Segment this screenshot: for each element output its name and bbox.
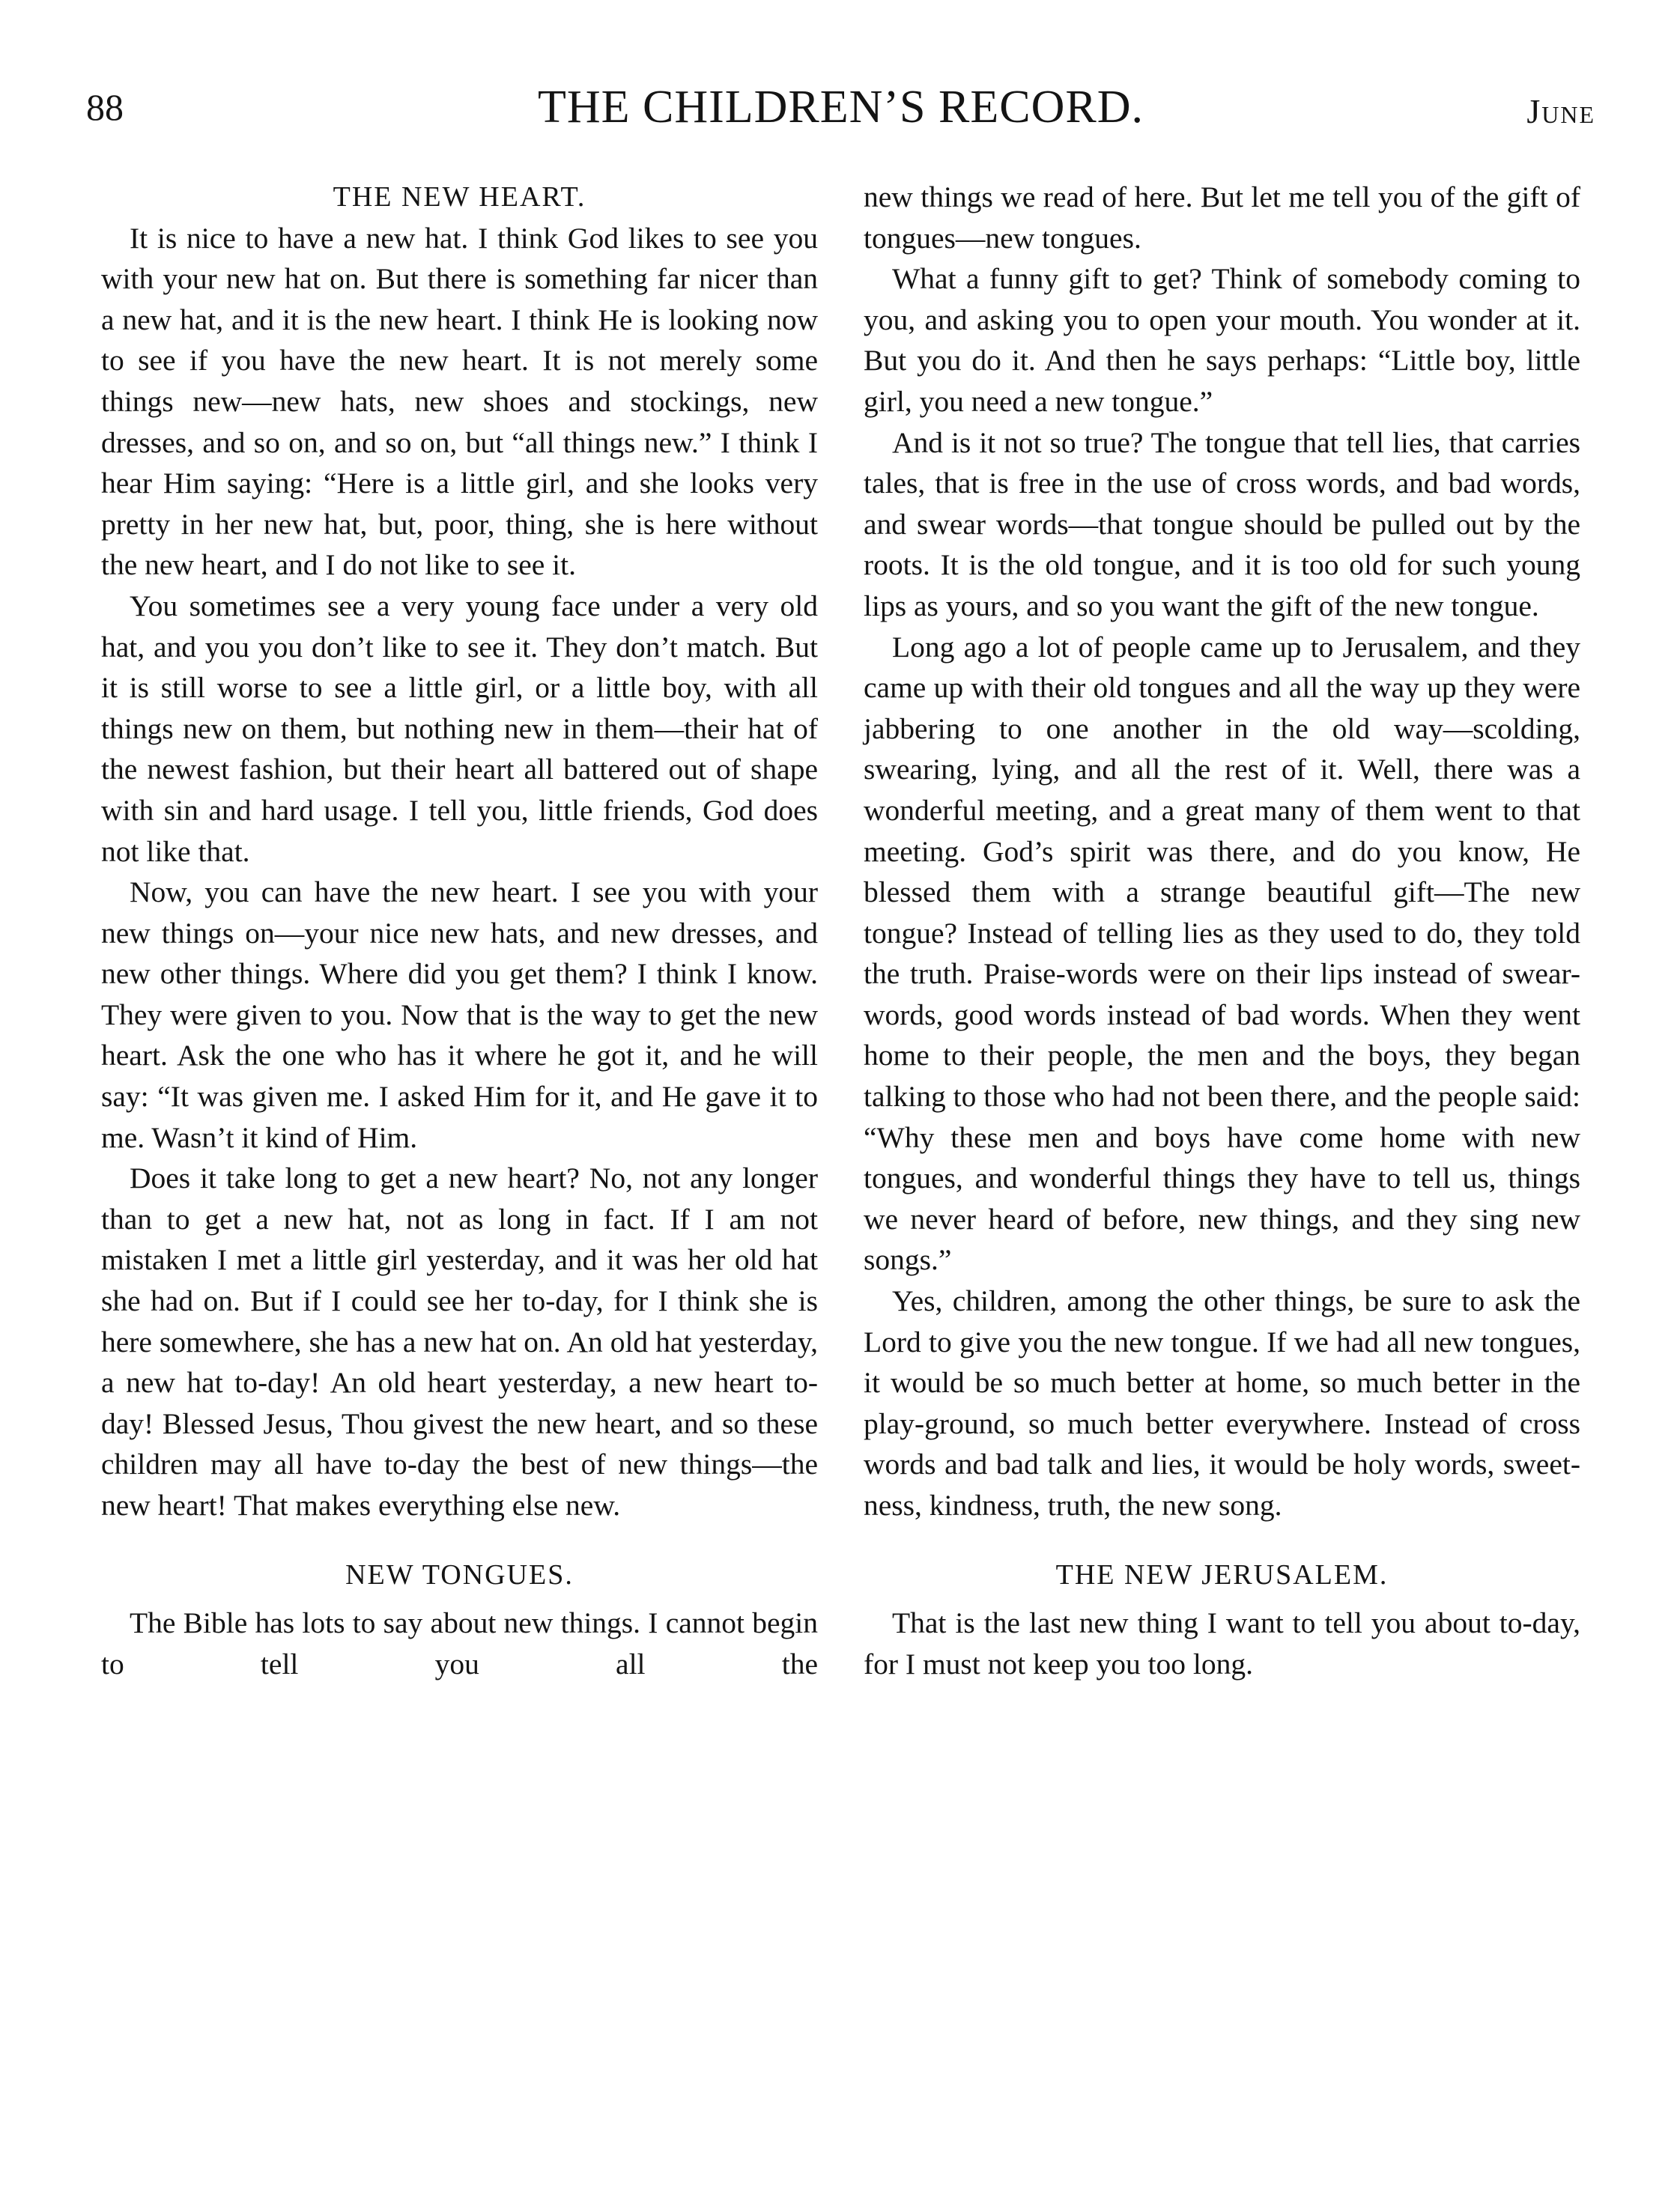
page-number: 88	[86, 86, 124, 128]
paragraph: What a funny gift to get? Think of somebody coming to you, and asking you to open your mouth. You wonder at it. But you do it. And then he says perhaps: “Little boy, little girl, you need a new tongue.”	[864, 262, 1580, 418]
month-label: June	[1526, 92, 1595, 130]
heading-new-heart: THE NEW HEART.	[333, 181, 586, 213]
heading-new-jerusalem: THE NEW JERUSALEM.	[1055, 1558, 1389, 1591]
running-title: THE CHILDREN’S RECORD.	[537, 82, 1144, 133]
paragraph: You sometimes see a very young face under a very old hat, and you you don’t like to see it. They don’t match. But it is still worse to see a little girl, or a little boy, with all things new on them, but nothing new in them—their hat of the newest fashion, but their heart all battered out of shape with sin and hard usage. I tell you, little friends, God does not like that.	[101, 589, 818, 868]
paragraph: It is nice to have a new hat. I think God likes to see you with your new hat on. But there is something far nicer than a new hat, and it is the new heart. I think He is looking now to see if you have the new heart. It is not merely some things new—new hats, new shoes and stockings, new dresses, and so on, and so on, but “all things new.” I think I hear Him saying: “Here is a little girl, and she looks very pretty in her new hat, but, poor, thing, she is here without the new heart, and I do not like to see it.	[101, 221, 818, 582]
left-column	[101, 177, 818, 1684]
page-header	[86, 81, 1595, 141]
paragraph: And is it not so true? The tongue that tell lies, that carries tales, that is free in the use of cross words, and bad words, and swear words—that tongue should be pulled out by the roots. It is the old tongue, and it is too old for such young lips as yours, and so you want the gift of the new tongue.	[864, 425, 1580, 622]
paragraph: That is the last new thing I want to tell you about to-day, for I must not keep you too long.	[864, 1606, 1580, 1681]
paragraph: Yes, children, among the other things, be sure to ask the Lord to give you the new tongue. If we had all new tongues, it would be so much better at home, so much better in the play-ground, so much better everywhere. Instead of cross words and bad talk and lies, it would be holy words, sweetness, kindness, truth, the new song.	[864, 1284, 1580, 1522]
paragraph: Does it take long to get a new heart? No, not any longer than to get a new hat, not as long in fact. If I am not mistaken I met a little girl yesterday, and it was her old hat she had on. But if I could see her to-day, for I think she is here somewhere, she has a new hat on. An old hat yesterday, a new hat to-day! An old heart yesterday, a new heart to-day! Blessed Jesus, Thou givest the new heart, and so these children may all have to-day the best of new things—the new heart! That makes everything else new.	[101, 1162, 818, 1522]
right-column	[864, 177, 1580, 1684]
paragraph: Long ago a lot of people came up to Jerusalem, and they came up with their old tongues and all the way up they were jabbering to one another in the old way—scolding, swearing, lying, and all the rest of it. Well, there was a wonderful meeting, and a great many of them went to that meeting. God’s spirit was there, and do you know, He blessed them with a strange beautiful gift—The new tongue? Instead of telling lies as they used to do, they told the truth. Praise-words were on their lips instead of swear-words, good words instead of bad words. When they went home to their people, the men and the boys, they began talking to those who had not been there, and the people said: “Why these men and boys have come home with new tongues, and wonderful things they have to tell us, things we never heard of before, new things, and they sing new songs.”	[864, 630, 1580, 1277]
paragraph: new things we read of here. But let me tell you of the gift of tongues—new tongues.	[864, 180, 1580, 255]
paragraph: The Bible has lots to say about new things. I cannot begin to tell you all the	[101, 1606, 818, 1681]
paragraph: Now, you can have the new heart. I see you with your new things on—your nice new hats, and new dresses, and new other things. Where did you get them? I think I know. They were given to you. Now that is the way to get the new heart. Ask the one who has it where he got it, and he will say: “It was given me. I asked Him for it, and He gave it to me. Wasn’t it kind of Him.	[101, 875, 818, 1154]
heading-new-tongues: NEW TONGUES.	[345, 1558, 574, 1591]
